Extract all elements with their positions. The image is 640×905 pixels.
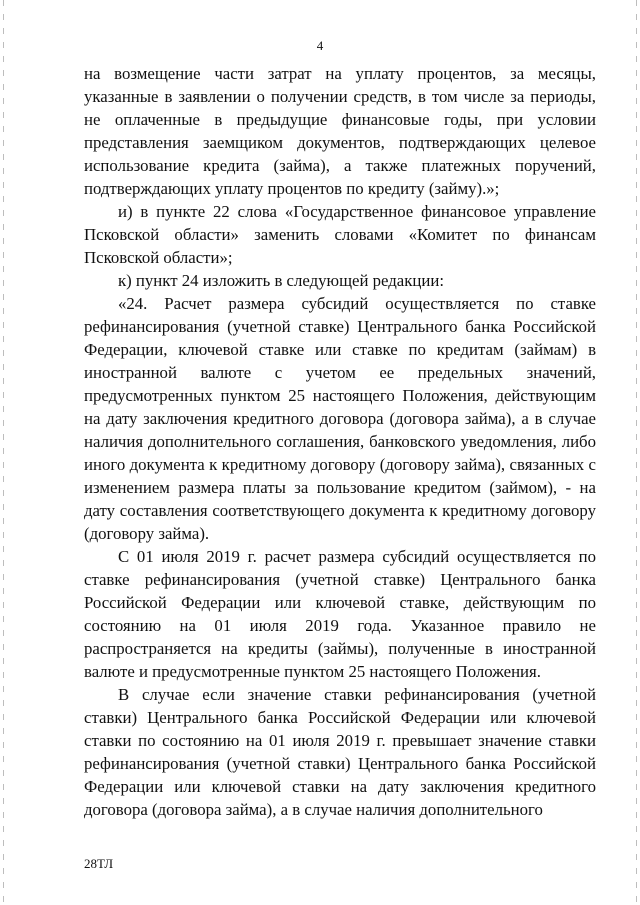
paragraph-rate-exceeds: В случае если значение ставки рефинансирования (учетной ставки) Центрального банка Российской Федерации или ключевой ставки по состоянию на 01 июля 2019 г. превышает значение ставки рефинансирования (учетной ставки) Центрального банка Российской Федерации или ключевой ставки на дату заключения кредитного договора (договора займа), а в случае наличия дополнительного	[84, 685, 596, 819]
paragraph-item-k: к) пункт 24 изложить в следующей редакции:	[118, 271, 444, 290]
scan-edge-right	[636, 0, 637, 905]
paragraph-continuation: на возмещение части затрат на уплату процентов, за месяцы, указанные в заявлении о получении средств, в том числе за периоды, не оплаченные в предыдущие финансовые годы, при условии представления заемщиком документов, подтверждающих целевое использование кредита (займа), а также платежных поручений, подтверждающих уплату процентов по кредиту (займу).»;	[84, 64, 596, 198]
footer-code: 28ТЛ	[84, 856, 114, 871]
document-body	[84, 62, 596, 821]
scan-edge-left	[3, 0, 4, 905]
paragraph-clause-24: «24. Расчет размера субсидий осуществляется по ставке рефинансирования (учетной ставке) Центрального банка Российской Федерации, ключевой ставке или ставке по кредитам (займам) в иностранной валюте с учетом ее предельных значений, предусмотренных пунктом 25 настоящего Положения, действующим на дату заключения кредитного договора (договора займа), а в случае наличия дополнительного соглашения, банковского уведомления, либо иного документа к кредитному договору (договору займа), связанных с изменением размера платы за пользование кредитом (займом), - на дату составления соответствующего документа к кредитному договору (договору займа).	[84, 294, 596, 543]
page-number: 4	[316, 38, 324, 53]
paragraph-item-i: и) в пункте 22 слова «Государственное финансовое управление Псковской области» заменить словами «Комитет по финансам Псковской области»;	[84, 202, 596, 267]
paragraph-from-july-2019: С 01 июля 2019 г. расчет размера субсидий осуществляется по ставке рефинансирования (учетной ставке) Центрального банка Российской Федерации или ключевой ставке, действующим по состоянию на 01 июля 2019 года. Указанное правило не распространяется на кредиты (займы), полученные в иностранной валюте и предусмотренные пунктом 25 настоящего Положения.	[84, 547, 596, 681]
